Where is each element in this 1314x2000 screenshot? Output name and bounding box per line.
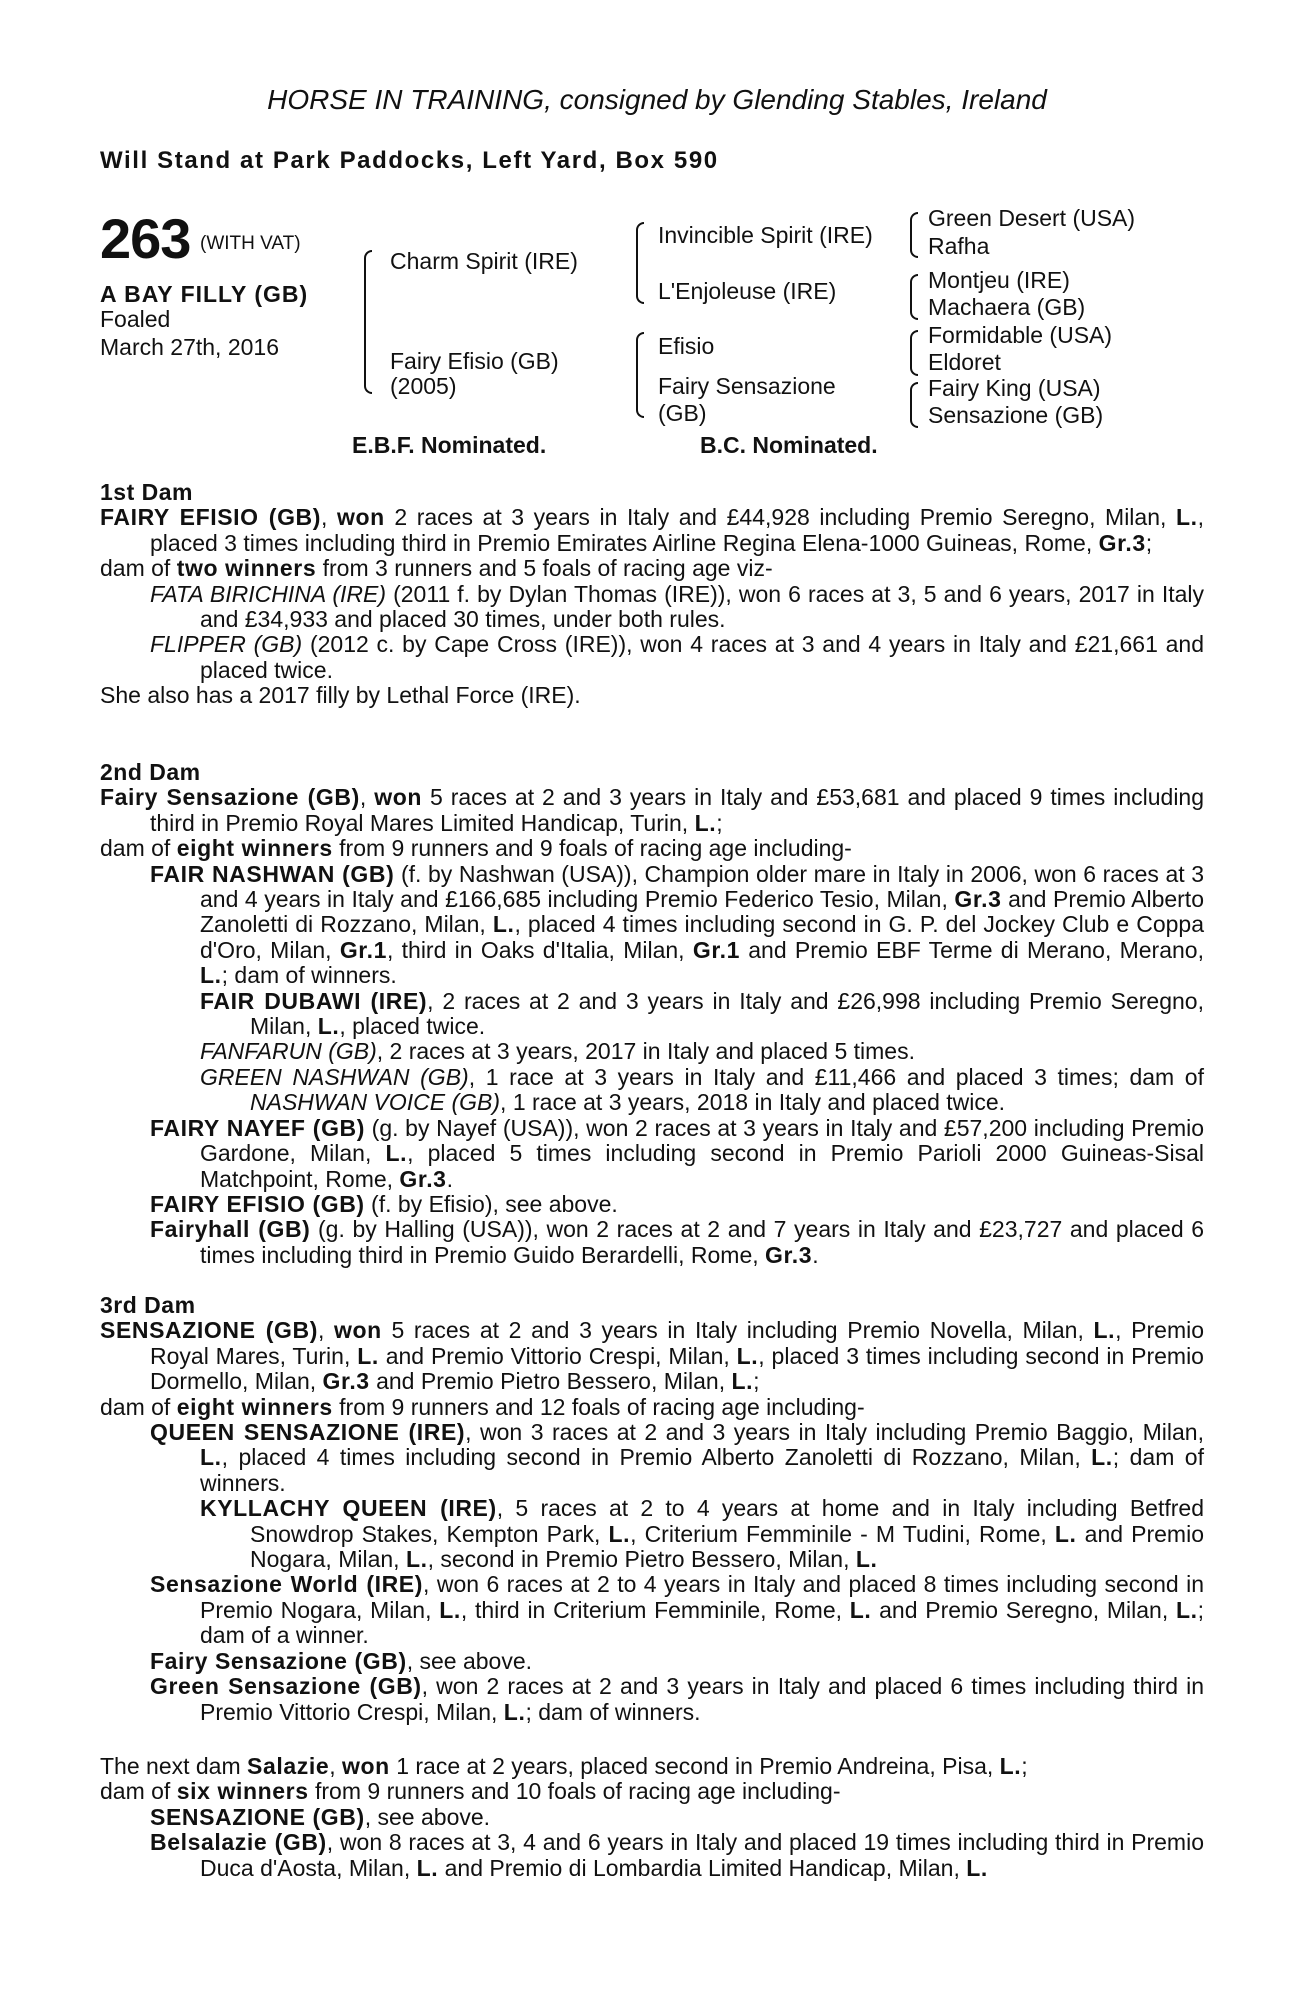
foaled-label: Foaled (100, 306, 171, 332)
third-dam-title: 3rd Dam (100, 1292, 196, 1318)
first-dam-foal-1: FATA BIRICHINA (IRE) (2011 f. by Dylan Thomas (IRE)), won 6 races at 3, 5 and 6 years, 2017 in Italy and £34,933 and placed 30 times, under both rules. (150, 580, 1205, 633)
third-dam-foal-2: Sensazione World (IRE), won 6 races at 2 to 4 years in Italy and placed 8 times including second in Premio Nogara, Milan, L., third in Criterium Femminile, Rome, L. and Premio Seregno, Milan, L.; dam of a winner. (150, 1571, 1204, 1649)
second-dam-grandfoal-2: FANFARUN (GB), 2 races at 3 years, 2017 in Italy and placed 5 times. (200, 1038, 915, 1065)
vat-note: (WITH VAT) (200, 233, 301, 254)
horse-description: A BAY FILLY (GB) (100, 281, 309, 307)
pedigree-g2: Rafha (928, 233, 990, 259)
catalogue-header: HORSE IN TRAINING, consigned by Glending Stables, Ireland (267, 84, 1047, 115)
third-dam-section (100, 1293, 1204, 1725)
pedigree-sire-dam: L'Enjoleuse (IRE) (658, 278, 837, 304)
foaled-date: March 27th, 2016 (100, 334, 280, 360)
pedigree-g7: Fairy King (USA) (928, 375, 1101, 401)
pedigree-g1: Green Desert (USA) (928, 205, 1136, 231)
pedigree-dam-year: (2005) (390, 373, 457, 399)
first-dam-produce-summary: dam of two winners from 3 runners and 5 foals of racing age viz- (100, 555, 773, 582)
g1-brace (910, 212, 918, 258)
first-dam-note: She also has a 2017 filly by Lethal Force (IRE). (100, 682, 581, 709)
g2-brace (910, 274, 918, 320)
next-dam-section (100, 1754, 1204, 1881)
first-dam-record: FAIRY EFISIO (GB), won 2 races at 3 years in Italy and £44,928 including Premio Seregno, Milan, L., placed 3 times including third in Premio Emirates Airline Regina Elena-1000 Guineas, Rome, Gr.3; (100, 504, 1204, 556)
ebf-nomination: E.B.F. Nominated. (352, 432, 547, 458)
dam-parents-brace (636, 332, 644, 418)
pedigree-g5: Formidable (USA) (928, 322, 1113, 348)
third-dam-foal-3: Fairy Sensazione (GB), see above. (150, 1647, 533, 1674)
pedigree-dam-dam: Fairy Sensazione (658, 373, 836, 399)
sire-dam-brace (364, 250, 372, 394)
second-dam-foal-2: FAIRY NAYEF (GB) (g. by Nayef (USA)), won 2 races at 3 years in Italy and £57,200 including Premio Gardone, Milan, L., placed 5 times including second in Premio Parioli 2000 Guineas-Sisal Matchpoint, Rome, Gr.3. (150, 1114, 1205, 1192)
second-dam-grandfoal-3: GREEN NASHWAN (GB), 1 race at 3 years in Italy and £11,466 and placed 3 times; dam of NASHWAN VOICE (GB), 1 race at 3 years, 2018 in Italy and placed twice. (200, 1063, 1204, 1116)
next-dam-record: The next dam Salazie, won 1 race at 2 years, placed second in Premio Andreina, Pisa, L.; (100, 1753, 1028, 1779)
pedigree-g3: Montjeu (IRE) (928, 267, 1070, 293)
next-dam-produce-summary: dam of six winners from 9 runners and 10 foals of racing age including- (100, 1778, 841, 1805)
third-dam-foal-1: QUEEN SENSAZIONE (IRE), won 3 races at 2 and 3 years in Italy including Premio Baggio, Milan, L., placed 4 times including second in Premio Alberto Zanoletti di Rozzano, Milan, L.; dam of winners. (150, 1419, 1204, 1496)
pedigree-dam-sire: Efisio (658, 333, 715, 359)
pedigree-sire: Charm Spirit (IRE) (390, 248, 578, 274)
first-dam-title: 1st Dam (100, 479, 193, 505)
pedigree-g4: Machaera (GB) (928, 294, 1086, 320)
g4-brace (910, 382, 918, 428)
next-dam-foal-2: Belsalazie (GB), won 8 races at 3, 4 and 6 years in Italy and placed 19 times including third in Premio Duca d'Aosta, Milan, L. and Premio di Lombardia Limited Handicap, Milan, L. (150, 1829, 1204, 1881)
second-dam-foal-1: FAIR NASHWAN (GB) (f. by Nashwan (USA)), Champion older mare in Italy in 2006, won 6 races at 3 and 4 years in Italy and £166,685 including Premio Federico Tesio, Milan, Gr.3 and Premio Alberto Zanoletti di Rozzano, Milan, L., placed 4 times including second in G. P. del Jockey Club e Coppa d'Oro, Milan, Gr.1, third in Oaks d'Italia, Milan, Gr.1 and Premio EBF Terme di Merano, Merano, L.; dam of winners. (150, 860, 1205, 989)
third-dam-record: SENSAZIONE (GB), won 5 races at 2 and 3 years in Italy including Premio Novella, Milan, L., Premio Royal Mares, Turin, L. and Premio Vittorio Crespi, Milan, L., placed 3 times including second in Premio Dormello, Milan, Gr.3 and Premio Pietro Bessero, Milan, L.; (100, 1317, 1205, 1395)
second-dam-record: Fairy Sensazione (GB), won 5 races at 2 and 3 years in Italy and £53,681 and placed 9 times including third in Premio Royal Mares Limited Handicap, Turin, L.; (100, 784, 1205, 836)
second-dam-foal-3: FAIRY EFISIO (GB) (f. by Efisio), see above. (150, 1190, 618, 1217)
stand-location: Will Stand at Park Paddocks, Left Yard, Box 590 (100, 147, 719, 174)
second-dam-produce-summary: dam of eight winners from 9 runners and 9 foals of racing age including- (100, 835, 852, 862)
pedigree-dam: Fairy Efisio (GB) (390, 348, 559, 374)
next-dam-foal-1: SENSAZIONE (GB), see above. (150, 1803, 491, 1830)
second-dam-title: 2nd Dam (100, 759, 201, 785)
first-dam-foal-2: FLIPPER (GB) (2012 c. by Cape Cross (IRE)), won 4 races at 3 and 4 years in Italy and £21,661 and placed twice. (150, 631, 1204, 683)
pedigree-g6: Eldoret (928, 349, 1001, 375)
g3-brace (910, 330, 918, 376)
pedigree-sire-sire: Invincible Spirit (IRE) (658, 222, 873, 248)
third-dam-produce-summary: dam of eight winners from 9 runners and 12 foals of racing age including- (100, 1393, 865, 1420)
third-dam-grandfoal-1: KYLLACHY QUEEN (IRE), 5 races at 2 to 4 years at home and in Italy including Betfred Snowdrop Stakes, Kempton Park, L., Criterium Femminile - M Tudini, Rome, L. and Premio Nogara, Milan, L., second in Premio Pietro Bessero, Milan, L. (200, 1495, 1204, 1573)
pedigree-dam-dam-country: (GB) (658, 400, 707, 426)
third-dam-foal-4: Green Sensazione (GB), won 2 races at 2 and 3 years in Italy and placed 6 times including third in Premio Vittorio Crespi, Milan, L.; dam of winners. (150, 1673, 1204, 1725)
second-dam-foal-4: Fairyhall (GB) (g. by Halling (USA)), won 2 races at 2 and 7 years in Italy and £23,727 and placed 6 times including third in Premio Guido Berardelli, Rome, Gr.3. (150, 1216, 1205, 1268)
second-dam-section (100, 760, 1204, 1268)
bc-nomination: B.C. Nominated. (700, 432, 878, 458)
first-dam-section (100, 480, 1204, 709)
lot-number: 263 (100, 207, 191, 270)
pedigree-g8: Sensazione (GB) (928, 402, 1104, 428)
sire-parents-brace (636, 222, 644, 304)
second-dam-grandfoal-1: FAIR DUBAWI (IRE), 2 races at 2 and 3 years in Italy and £26,998 including Premio Seregno, Milan, L., placed twice. (200, 987, 1204, 1040)
